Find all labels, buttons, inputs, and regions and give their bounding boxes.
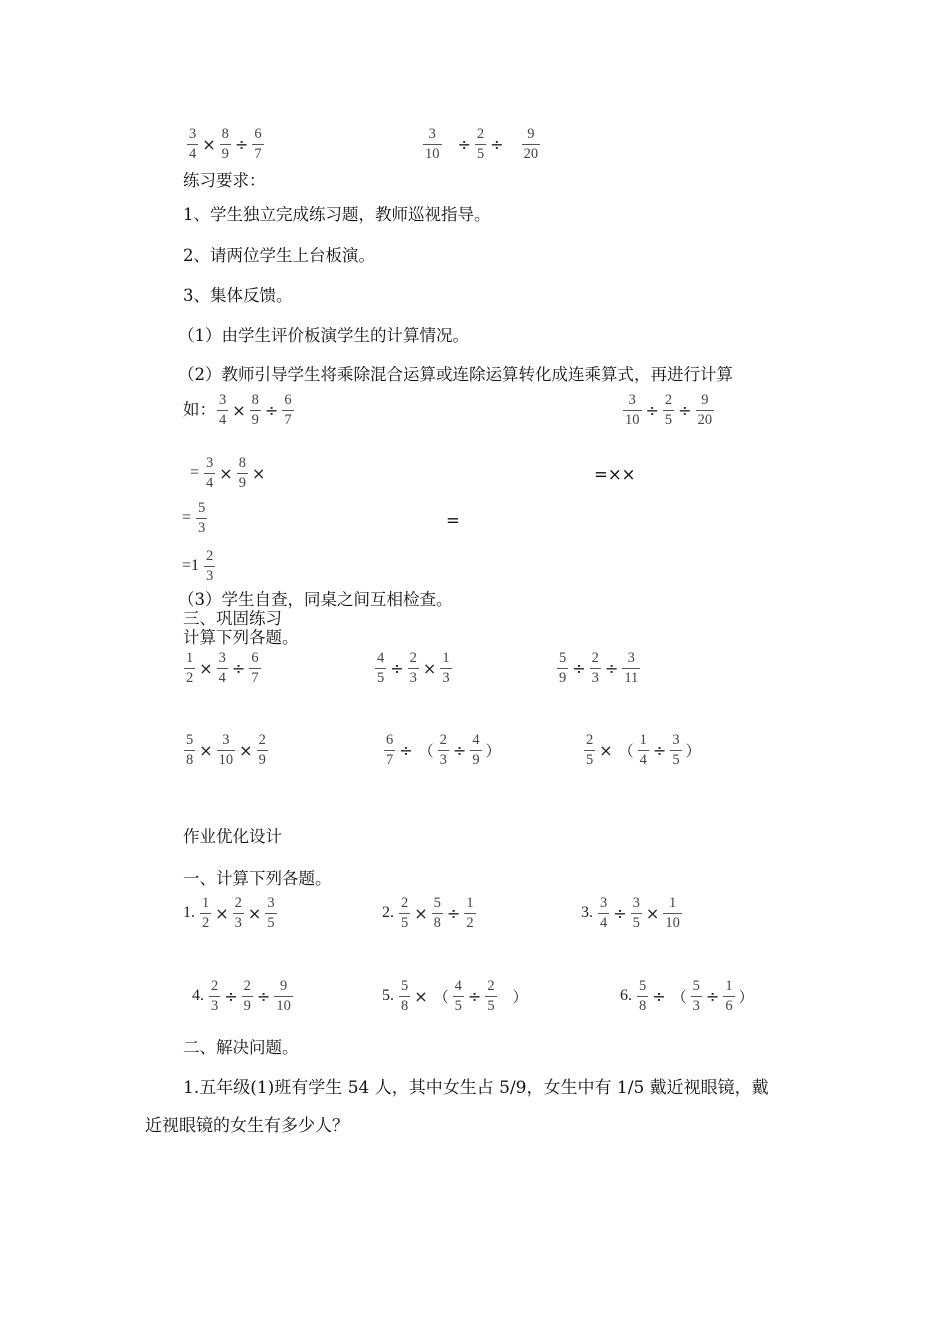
fraction: $\frac{6}{7}$ <box>284 392 292 428</box>
close-paren: ） <box>512 987 528 1006</box>
multiply-operator: × <box>247 903 262 923</box>
fraction: $\frac{3}{10}$ <box>625 392 640 428</box>
fraction: $\frac{3}{10}$ <box>425 126 440 162</box>
homework-problem-4 <box>192 978 294 1014</box>
multiply-operator: × <box>251 463 266 483</box>
example-left-expression <box>183 392 295 428</box>
divide-operator: ÷ <box>467 986 482 1006</box>
fraction: $\frac{3}{4}$ <box>218 650 226 686</box>
open-paren: （ <box>433 987 449 1006</box>
fraction: $\frac{1}{10}$ <box>665 895 680 931</box>
fraction: $\frac{3}{5}$ <box>267 895 275 931</box>
consolidate-problem-1 <box>183 650 262 686</box>
fraction: $\frac{3}{5}$ <box>672 732 680 768</box>
divide-operator: ÷ <box>490 134 504 154</box>
fraction: $\frac{6}{7}$ <box>254 126 262 162</box>
fraction: $\frac{1}{3}$ <box>442 650 450 686</box>
fraction: $\frac{5}{8}$ <box>401 978 409 1014</box>
fraction: $\frac{4}{5}$ <box>454 978 462 1014</box>
fraction: $\frac{9}{20}$ <box>523 126 539 162</box>
problem-number: 3. <box>581 904 593 921</box>
divide-operator: ÷ <box>264 400 279 420</box>
fraction: $\frac{1}{4}$ <box>639 732 647 768</box>
divide-operator: ÷ <box>390 658 404 678</box>
step3-left <box>182 548 216 584</box>
step2-right: = <box>446 511 460 530</box>
fraction: $\frac{4}{5}$ <box>377 650 385 686</box>
fraction: $\frac{5}{8}$ <box>433 895 441 931</box>
consolidate-problem-6 <box>583 732 704 768</box>
open-paren: （ <box>418 741 434 760</box>
example-right-expression <box>622 392 715 428</box>
fraction: $\frac{2}{3}$ <box>591 650 599 686</box>
fraction: $\frac{2}{3}$ <box>409 650 417 686</box>
multiply-operator: × <box>414 986 428 1006</box>
fraction: $\frac{2}{5}$ <box>586 732 594 768</box>
divide-operator: ÷ <box>572 658 586 678</box>
open-paren: （ <box>618 741 634 760</box>
equals-one: =1 <box>182 557 200 574</box>
fraction: $\frac{2}{3}$ <box>211 978 219 1014</box>
practice-sub-2: （2）教师引导学生将乘除混合运算或连除运算转化成连乘算式，再进行计算 <box>178 365 733 384</box>
equals-sign: = <box>182 509 192 526</box>
practice-sub-3: （3）学生自查，同桌之间互相检查。 <box>178 590 453 609</box>
divide-operator: ÷ <box>678 400 692 420</box>
fraction: $\frac{2}{9}$ <box>243 978 251 1014</box>
close-paren: ） <box>485 741 501 760</box>
divide-operator: ÷ <box>452 740 467 760</box>
practice-title: 练习要求： <box>183 171 266 190</box>
step1-left <box>190 455 268 491</box>
fraction: $\frac{2}{5}$ <box>487 978 495 1014</box>
problem-number: 2. <box>382 904 394 921</box>
fraction: $\frac{9}{20}$ <box>697 392 713 428</box>
problem-text-line-2: 近视眼镜的女生有多少人？ <box>145 1116 349 1136</box>
divide-operator: ÷ <box>224 986 238 1006</box>
equals-sign: = <box>190 464 200 481</box>
practice-sub-1: （1）由学生评价板演学生的计算情况。 <box>178 326 469 345</box>
consolidate-problem-2 <box>374 650 453 686</box>
divide-operator: ÷ <box>645 400 659 420</box>
fraction: $\frac{5}{8}$ <box>639 978 647 1014</box>
problem-text-line-1: 1.五年级(1)班有学生 54 人，其中女生占 5/9，女生中有 1/5 戴近视眼镜，戴 <box>183 1078 769 1098</box>
fraction: $\frac{3}{4}$ <box>600 895 608 931</box>
fraction: $\frac{8}{9}$ <box>251 392 259 428</box>
divide-operator: ÷ <box>399 740 413 760</box>
fraction: $\frac{3}{5}$ <box>632 895 640 931</box>
homework-problem-1 <box>183 895 278 931</box>
multiply-operator: × <box>422 658 437 678</box>
step2-left <box>182 500 208 536</box>
homework-section-2: 二、解决问题。 <box>183 1038 299 1057</box>
divide-operator: ÷ <box>604 658 619 678</box>
homework-title: 作业优化设计 <box>183 827 282 846</box>
divide-operator: ÷ <box>652 740 667 760</box>
fraction: $\frac{4}{9}$ <box>472 732 480 768</box>
consolidate-problem-5 <box>383 732 504 768</box>
problem-number: 5. <box>382 987 394 1004</box>
divide-operator: ÷ <box>613 903 627 923</box>
fraction: $\frac{2}{3}$ <box>439 732 447 768</box>
problem-number: 1. <box>183 904 195 921</box>
fraction: $\frac{3}{11}$ <box>624 650 639 686</box>
header-expression-right <box>422 126 541 162</box>
close-paren: ） <box>738 987 754 1006</box>
multiply-operator: × <box>239 740 253 760</box>
fraction: $\frac{6}{7}$ <box>386 732 394 768</box>
homework-problem-5 <box>382 978 531 1014</box>
close-paren: ） <box>685 741 701 760</box>
consolidate-problem-3 <box>556 650 641 686</box>
fraction: $\frac{1}{2}$ <box>466 895 474 931</box>
fraction: $\frac{3}{4}$ <box>189 126 197 162</box>
problem-number: 6. <box>620 987 632 1004</box>
fraction: $\frac{1}{6}$ <box>725 978 733 1014</box>
fraction: $\frac{9}{10}$ <box>276 978 291 1014</box>
fraction: $\frac{1}{2}$ <box>186 650 194 686</box>
multiply-operator: × <box>645 903 660 923</box>
fraction: $\frac{2}{9}$ <box>258 732 266 768</box>
open-paren: （ <box>671 987 687 1006</box>
multiply-operator: × <box>215 903 229 923</box>
multiply-operator: × <box>202 134 216 154</box>
fraction: $\frac{2}{5}$ <box>476 126 485 162</box>
homework-problem-6 <box>620 978 757 1014</box>
divide-operator: ÷ <box>446 903 461 923</box>
divide-operator: ÷ <box>705 986 720 1006</box>
fraction: $\frac{3}{4}$ <box>206 455 214 491</box>
step1-right: =×× <box>594 465 636 484</box>
practice-item-3: 3、集体反馈。 <box>183 286 293 305</box>
homework-section-1: 一、计算下列各题。 <box>183 869 332 888</box>
divide-operator: ÷ <box>457 134 471 154</box>
fraction: $\frac{6}{7}$ <box>251 650 259 686</box>
homework-problem-3 <box>581 895 683 931</box>
divide-operator: ÷ <box>231 658 246 678</box>
fraction: $\frac{8}{9}$ <box>238 455 246 491</box>
multiply-operator: × <box>414 903 428 923</box>
multiply-operator: × <box>199 740 213 760</box>
multiply-operator: × <box>199 658 213 678</box>
problem-number: 4. <box>192 987 204 1004</box>
homework-problem-2 <box>382 895 477 931</box>
fraction: $\frac{5}{3}$ <box>198 500 206 536</box>
multiply-operator: × <box>232 400 246 420</box>
multiply-operator: × <box>599 740 613 760</box>
divide-operator: ÷ <box>256 986 271 1006</box>
consolidate-problem-4 <box>183 732 269 768</box>
fraction: $\frac{8}{9}$ <box>221 126 229 162</box>
fraction: $\frac{3}{10}$ <box>218 732 234 768</box>
consolidate-instruction: 计算下列各题。 <box>183 628 299 647</box>
divide-operator: ÷ <box>234 134 249 154</box>
example-prefix: 如： <box>183 400 216 419</box>
header-expression-left <box>186 126 265 162</box>
fraction: $\frac{5}{8}$ <box>186 732 194 768</box>
fraction: $\frac{2}{3}$ <box>234 895 242 931</box>
fraction: $\frac{5}{3}$ <box>692 978 700 1014</box>
fraction: $\frac{2}{3}$ <box>206 548 214 584</box>
practice-item-2: 2、请两位学生上台板演。 <box>183 246 375 265</box>
multiply-operator: × <box>219 463 233 483</box>
fraction: $\frac{5}{9}$ <box>559 650 567 686</box>
divide-operator: ÷ <box>652 986 666 1006</box>
fraction: $\frac{3}{4}$ <box>219 392 227 428</box>
fraction: $\frac{1}{2}$ <box>202 895 210 931</box>
fraction: $\frac{2}{5}$ <box>401 895 409 931</box>
consolidate-heading: 三、巩固练习 <box>183 609 282 628</box>
practice-item-1: 1、学生独立完成练习题，教师巡视指导。 <box>183 205 491 224</box>
fraction: $\frac{2}{5}$ <box>664 392 673 428</box>
